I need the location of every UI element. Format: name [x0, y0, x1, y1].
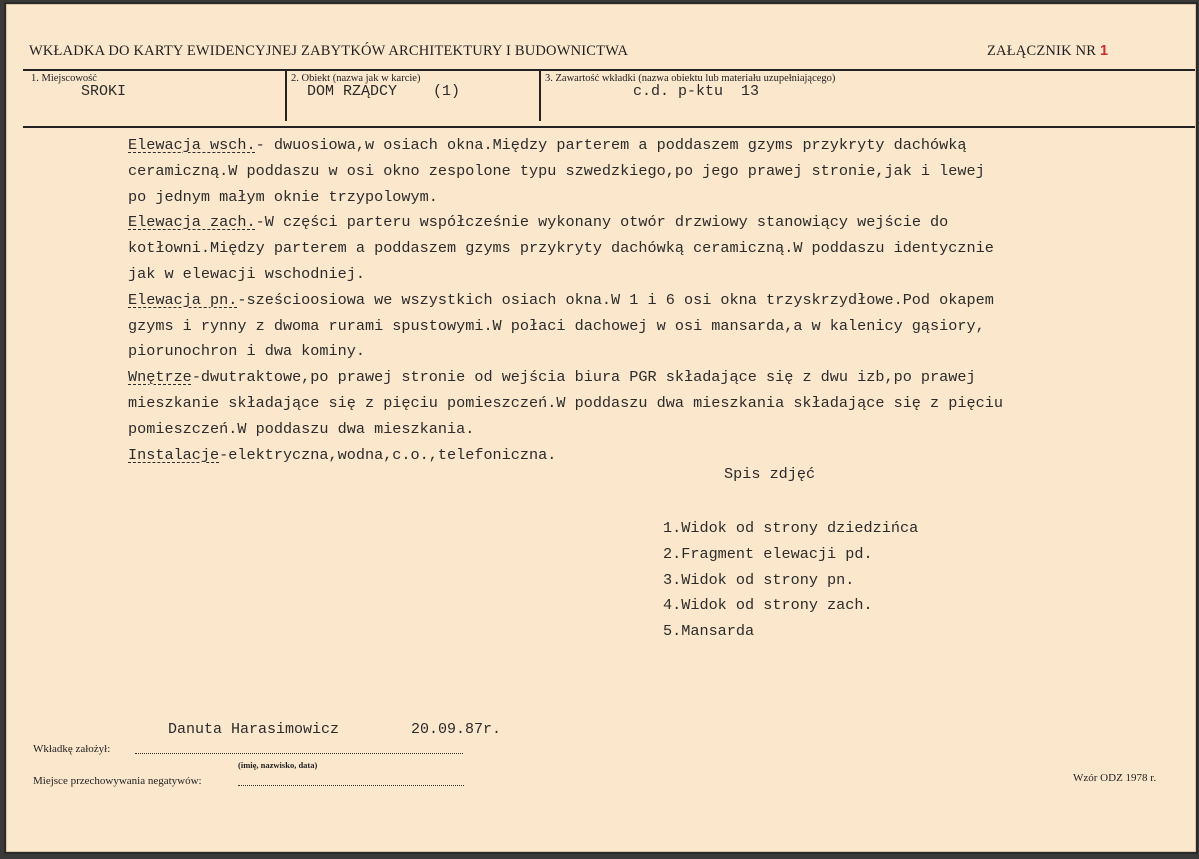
fields-bottom-rule [23, 126, 1195, 128]
paragraph-heading: Elewacja pn. [128, 290, 238, 309]
attachment-header [987, 43, 1108, 60]
object-label: 2. Obiekt (nazwa jak w karcie) [291, 73, 421, 84]
photo-list [663, 516, 918, 645]
attachment-label: ZAŁĄCZNIK NR [987, 43, 1097, 59]
paragraph-line: gzyms i rynny z dwoma rurami spustowymi.W połaci dachowej w osi mansarda,a w kalenicy gąsiory, [128, 316, 985, 335]
description-body [128, 133, 1128, 468]
paragraph-heading: Elewacja zach. [128, 213, 256, 232]
field-divider-2 [539, 69, 541, 121]
photo-list-item: 2.Fragment elewacji pd. [663, 544, 873, 563]
paragraph-line: mieszkanie składające się z pięciu pomieszczeń.W poddaszu dwa mieszkania składające się z pięciu [128, 393, 1003, 412]
field-divider-1 [285, 69, 287, 121]
photo-list-item: 1.Widok od strony dziedzińca [663, 519, 919, 537]
photo-list-title: Spis zdjęć [724, 465, 816, 483]
author-name: Danuta Harasimowicz [168, 721, 340, 738]
form-title: WKŁADKA DO KARTY EWIDENCYJNEJ ZABYTKÓW ARCHITEKTURY I BUDOWNICTWA [29, 43, 629, 59]
document-card [6, 4, 1196, 852]
negatives-storage-label: Miejsce przechowywania negatywów: [33, 775, 202, 787]
content-label: 3. Zawartość wkładki (nazwa obiektu lub materiału uzupełniającego) [545, 73, 836, 84]
paragraph-line: po jednym małym oknie trzypolowym. [128, 187, 438, 206]
paragraph-line: Elewacja pn.-sześcioosiowa we wszystkich osiach okna.W 1 i 6 osi okna trzyskrzydłowe.Pod okapem [128, 290, 994, 309]
paragraph-line: piorunochron i dwa kominy. [128, 342, 365, 361]
content-value: c.d. p-ktu 13 [633, 83, 760, 100]
paragraph-line: Elewacja wsch.- dwuosiowa,w osiach okna.Między parterem a poddaszem gzyms przykryty dachówką [128, 136, 967, 154]
created-by-dotted-line [135, 753, 463, 754]
created-by-hint: (imię, nazwisko, data) [238, 760, 318, 770]
paragraph-line: Elewacja zach.-W części parteru współcześnie wykonany otwór drzwiowy stanowiący wejście do [128, 213, 949, 232]
place-value: SROKI [81, 83, 127, 100]
photo-list-item: 5.Mansarda [663, 622, 755, 641]
negatives-storage-dotted-line [238, 785, 464, 786]
paragraph-line: ceramiczną.W poddaszu w osi okno zespolone typu szwedzkiego,po jego prawej stronie,jak i lewej [128, 161, 985, 180]
paragraph-line: pomieszczeń.W poddaszu dwa mieszkania. [128, 419, 475, 438]
place-label: 1. Miejscowość [31, 73, 97, 84]
paragraph-line: Instalacje-elektryczna,wodna,c.o.,telefoniczna. [128, 445, 557, 464]
attachment-number: 1 [1099, 43, 1109, 59]
paragraph-line: Wnętrze-dwutraktowe,po prawej stronie od wejścia biura PGR składające się z dwu izb,po prawej [128, 368, 976, 387]
paragraph-line: jak w elewacji wschodniej. [128, 264, 365, 283]
created-by-label: Wkładkę założył: [33, 743, 111, 755]
author-date: 20.09.87r. [411, 721, 502, 738]
paragraph-heading: Instalacje [128, 445, 220, 464]
paragraph-heading: Elewacja wsch. [128, 136, 256, 154]
form-version: Wzór ODZ 1978 r. [1073, 772, 1157, 784]
paragraph-heading: Wnętrze [128, 368, 192, 387]
object-value: DOM RZĄDCY (1) [307, 83, 461, 100]
top-rule [23, 69, 1195, 71]
paragraph-line: kotłowni.Między parterem a poddaszem gzyms przykryty dachówką ceramiczną.W poddaszu identycznie [128, 239, 994, 258]
photo-list-item: 3.Widok od strony pn. [663, 570, 855, 589]
photo-list-item: 4.Widok od strony zach. [663, 596, 873, 615]
